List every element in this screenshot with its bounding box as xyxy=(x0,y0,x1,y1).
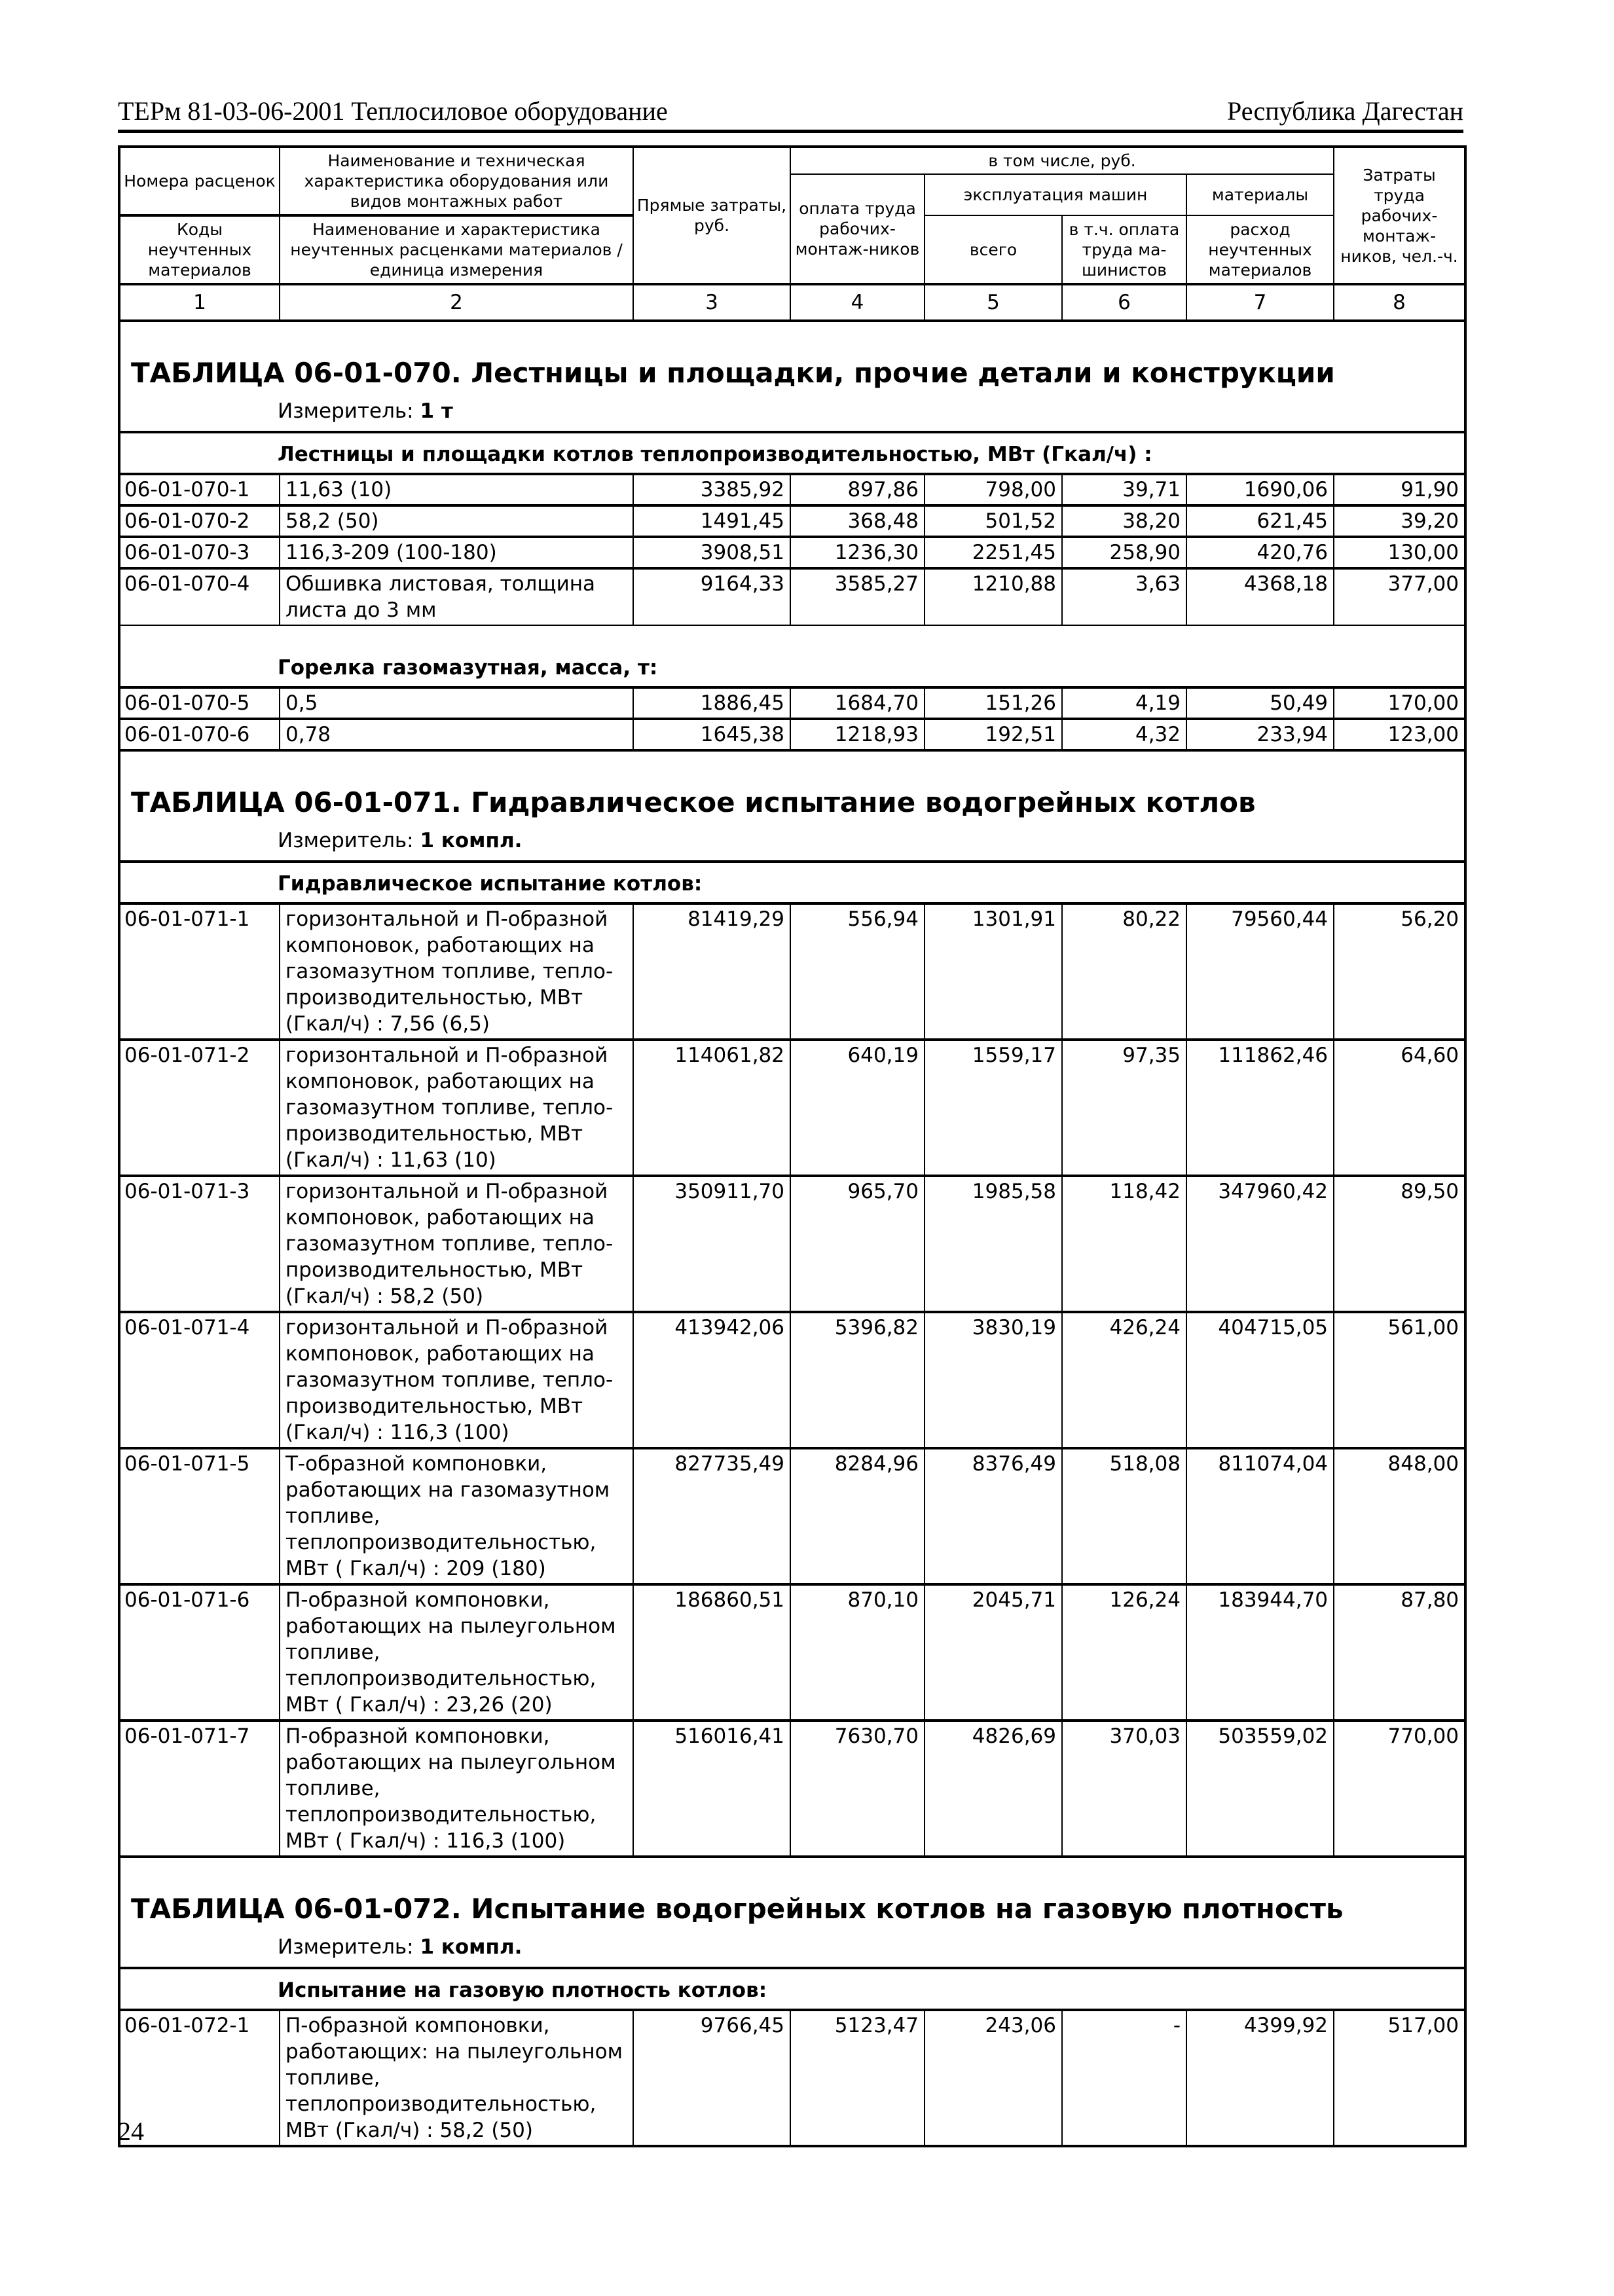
machines-total-cell: 501,52 xyxy=(925,505,1062,537)
labor-hours-cell: 377,00 xyxy=(1334,568,1465,625)
table-title-row xyxy=(119,1857,1465,1927)
labor-pay-cell: 5123,47 xyxy=(790,2010,925,2146)
direct-costs-cell: 516016,41 xyxy=(633,1721,790,1857)
materials-cell: 621,45 xyxy=(1186,505,1334,537)
machines-total-cell: 2045,71 xyxy=(925,1584,1062,1721)
col-header-operators-pay: в т.ч. оплата труда ма-шинистов xyxy=(1062,215,1186,284)
work-name-cell: П-образной компоновки, работающих на пылеугольном топливе, теплопроизводительностью, МВт ( Гкал/ч) : 116,3 (100) xyxy=(280,1721,633,1857)
direct-costs-cell: 350911,70 xyxy=(633,1176,790,1312)
group-heading: Лестницы и площадки котлов теплопроизводительностью, МВт (Гкал/ч) : xyxy=(119,432,1465,474)
measure-value: 1 компл. xyxy=(420,1935,523,1959)
measure-unit xyxy=(119,1927,1465,1968)
measure-unit xyxy=(119,821,1465,862)
work-name-cell: 116,3-209 (100-180) xyxy=(280,537,633,568)
machines-total-cell: 798,00 xyxy=(925,474,1062,505)
work-name-cell: горизонтальной и П-образной компоновок, работающих на газомазутном топливе, тепло-производительностью, МВт (Гкал/ч) : 7,56 (6,5) xyxy=(280,903,633,1040)
measure-label: Измеритель: xyxy=(278,1935,420,1959)
col-header-rate-numbers: Номера расценок xyxy=(119,147,280,215)
operators-pay-cell: 370,03 xyxy=(1062,1721,1186,1857)
work-name-cell: горизонтальной и П-образной компоновок, работающих на газомазутном топливе, тепло-производительностью, МВт (Гкал/ч) : 58,2 (50) xyxy=(280,1176,633,1312)
operators-pay-cell: 518,08 xyxy=(1062,1448,1186,1584)
labor-pay-cell: 8284,96 xyxy=(790,1448,925,1584)
group-heading: Горелка газомазутная, масса, т: xyxy=(119,625,1465,687)
col-header-labor-pay: оплата труда рабочих-монтаж-ников xyxy=(790,174,925,284)
rate-code-cell: 06-01-070-4 xyxy=(119,568,280,625)
labor-hours-cell: 170,00 xyxy=(1334,687,1465,719)
labor-hours-cell: 91,90 xyxy=(1334,474,1465,505)
direct-costs-cell: 3385,92 xyxy=(633,474,790,505)
labor-pay-cell: 870,10 xyxy=(790,1584,925,1721)
table-row xyxy=(119,505,1465,537)
machines-total-cell: 1301,91 xyxy=(925,903,1062,1040)
operators-pay-cell: 258,90 xyxy=(1062,537,1186,568)
column-numbers-row xyxy=(119,284,1465,321)
rate-code-cell: 06-01-072-1 xyxy=(119,2010,280,2146)
operators-pay-cell: 118,42 xyxy=(1062,1176,1186,1312)
table-row xyxy=(119,1448,1465,1584)
table-title: ТАБЛИЦА 06-01-070. Лестницы и площадки, прочие детали и конструкции xyxy=(119,321,1465,392)
direct-costs-cell: 114061,82 xyxy=(633,1040,790,1176)
column-number: 3 xyxy=(633,284,790,321)
operators-pay-cell: 97,35 xyxy=(1062,1040,1186,1176)
col-header-unaccounted-materials: расход неучтенных материалов xyxy=(1186,215,1334,284)
work-name-cell: П-образной компоновки, работающих на пылеугольном топливе, теплопроизводительностью, МВт ( Гкал/ч) : 23,26 (20) xyxy=(280,1584,633,1721)
operators-pay-cell: 4,19 xyxy=(1062,687,1186,719)
labor-pay-cell: 1236,30 xyxy=(790,537,925,568)
rate-code-cell: 06-01-071-4 xyxy=(119,1312,280,1448)
labor-pay-cell: 3585,27 xyxy=(790,568,925,625)
materials-cell: 503559,02 xyxy=(1186,1721,1334,1857)
table-title-row xyxy=(119,750,1465,821)
col-header-material-codes: Коды неучтенных материалов xyxy=(119,215,280,284)
labor-hours-cell: 39,20 xyxy=(1334,505,1465,537)
table-row xyxy=(119,568,1465,625)
table-row xyxy=(119,537,1465,568)
work-name-cell: Обшивка листовая, толщина листа до 3 мм xyxy=(280,568,633,625)
operators-pay-cell: 3,63 xyxy=(1062,568,1186,625)
labor-hours-cell: 848,00 xyxy=(1334,1448,1465,1584)
direct-costs-cell: 827735,49 xyxy=(633,1448,790,1584)
labor-pay-cell: 640,19 xyxy=(790,1040,925,1176)
work-name-cell: 58,2 (50) xyxy=(280,505,633,537)
machines-total-cell: 4826,69 xyxy=(925,1721,1062,1857)
labor-hours-cell: 87,80 xyxy=(1334,1584,1465,1721)
col-header-material-names: Наименование и характеристика неучтенных расценками материалов / единица измерения xyxy=(280,215,633,284)
table-row xyxy=(119,2010,1465,2146)
measure-value: 1 компл. xyxy=(420,829,523,852)
labor-hours-cell: 123,00 xyxy=(1334,719,1465,750)
direct-costs-cell: 1886,45 xyxy=(633,687,790,719)
direct-costs-cell: 9164,33 xyxy=(633,568,790,625)
labor-hours-cell: 130,00 xyxy=(1334,537,1465,568)
group-heading: Гидравлическое испытание котлов: xyxy=(119,862,1465,903)
rate-code-cell: 06-01-071-2 xyxy=(119,1040,280,1176)
column-number: 1 xyxy=(119,284,280,321)
measure-unit xyxy=(119,392,1465,432)
rate-code-cell: 06-01-070-2 xyxy=(119,505,280,537)
operators-pay-cell: 4,32 xyxy=(1062,719,1186,750)
group-heading: Испытание на газовую плотность котлов: xyxy=(119,1968,1465,2010)
materials-cell: 111862,46 xyxy=(1186,1040,1334,1176)
running-header xyxy=(118,92,1463,133)
table-title: ТАБЛИЦА 06-01-072. Испытание водогрейных котлов на газовую плотность xyxy=(119,1857,1465,1927)
work-name-cell: П-образной компоновки, работающих: на пылеугольном топливе, теплопроизводительностью, МВт (Гкал/ч) : 58,2 (50) xyxy=(280,2010,633,2146)
table-row xyxy=(119,687,1465,719)
rate-code-cell: 06-01-071-6 xyxy=(119,1584,280,1721)
work-name-cell: 0,5 xyxy=(280,687,633,719)
region-name: Республика Дагестан xyxy=(1227,96,1463,126)
measure-label: Измеритель: xyxy=(278,399,420,423)
materials-cell: 811074,04 xyxy=(1186,1448,1334,1584)
column-number: 2 xyxy=(280,284,633,321)
column-number: 5 xyxy=(925,284,1062,321)
col-header-including: в том числе, руб. xyxy=(790,147,1334,174)
machines-total-cell: 151,26 xyxy=(925,687,1062,719)
col-header-work-name: Наименование и техническая характеристика оборудования или видов монтажных работ xyxy=(280,147,633,215)
machines-total-cell: 1559,17 xyxy=(925,1040,1062,1176)
machines-total-cell: 8376,49 xyxy=(925,1448,1062,1584)
group-heading-row xyxy=(119,625,1465,687)
operators-pay-cell: 426,24 xyxy=(1062,1312,1186,1448)
measure-row xyxy=(119,392,1465,432)
document-title: ТЕРм 81-03-06-2001 Теплосиловое оборудование xyxy=(118,96,668,126)
operators-pay-cell: - xyxy=(1062,2010,1186,2146)
operators-pay-cell: 126,24 xyxy=(1062,1584,1186,1721)
machines-total-cell: 1985,58 xyxy=(925,1176,1062,1312)
labor-hours-cell: 770,00 xyxy=(1334,1721,1465,1857)
group-heading-row xyxy=(119,862,1465,903)
work-name-cell: горизонтальной и П-образной компоновок, работающих на газомазутном топливе, тепло-производительностью, МВт (Гкал/ч) : 116,3 (100) xyxy=(280,1312,633,1448)
rate-code-cell: 06-01-071-7 xyxy=(119,1721,280,1857)
header-row-1 xyxy=(119,147,1465,174)
table-row xyxy=(119,1040,1465,1176)
direct-costs-cell: 1645,38 xyxy=(633,719,790,750)
table-row xyxy=(119,474,1465,505)
labor-hours-cell: 56,20 xyxy=(1334,903,1465,1040)
direct-costs-cell: 186860,51 xyxy=(633,1584,790,1721)
col-header-machines-total: всего xyxy=(925,215,1062,284)
table-title: ТАБЛИЦА 06-01-071. Гидравлическое испытание водогрейных котлов xyxy=(119,750,1465,821)
labor-pay-cell: 1218,93 xyxy=(790,719,925,750)
materials-cell: 1690,06 xyxy=(1186,474,1334,505)
materials-cell: 347960,42 xyxy=(1186,1176,1334,1312)
labor-pay-cell: 897,86 xyxy=(790,474,925,505)
direct-costs-cell: 81419,29 xyxy=(633,903,790,1040)
measure-row xyxy=(119,1927,1465,1968)
labor-pay-cell: 1684,70 xyxy=(790,687,925,719)
rate-code-cell: 06-01-070-1 xyxy=(119,474,280,505)
labor-pay-cell: 556,94 xyxy=(790,903,925,1040)
labor-hours-cell: 561,00 xyxy=(1334,1312,1465,1448)
measure-label: Измеритель: xyxy=(278,829,420,852)
materials-cell: 79560,44 xyxy=(1186,903,1334,1040)
rate-code-cell: 06-01-071-3 xyxy=(119,1176,280,1312)
work-name-cell: Т-образной компоновки, работающих на газомазутном топливе, теплопроизводительностью, МВт ( Гкал/ч) : 209 (180) xyxy=(280,1448,633,1584)
table-title-row xyxy=(119,321,1465,392)
column-number: 8 xyxy=(1334,284,1465,321)
direct-costs-cell: 3908,51 xyxy=(633,537,790,568)
operators-pay-cell: 38,20 xyxy=(1062,505,1186,537)
direct-costs-cell: 413942,06 xyxy=(633,1312,790,1448)
direct-costs-cell: 9766,45 xyxy=(633,2010,790,2146)
work-name-cell: 0,78 xyxy=(280,719,633,750)
materials-cell: 50,49 xyxy=(1186,687,1334,719)
page-number: 24 xyxy=(118,2117,144,2146)
table-row xyxy=(119,719,1465,750)
column-number: 4 xyxy=(790,284,925,321)
work-name-cell: 11,63 (10) xyxy=(280,474,633,505)
labor-pay-cell: 5396,82 xyxy=(790,1312,925,1448)
operators-pay-cell: 80,22 xyxy=(1062,903,1186,1040)
labor-hours-cell: 517,00 xyxy=(1334,2010,1465,2146)
column-number: 7 xyxy=(1186,284,1334,321)
machines-total-cell: 243,06 xyxy=(925,2010,1062,2146)
labor-hours-cell: 89,50 xyxy=(1334,1176,1465,1312)
rate-code-cell: 06-01-070-3 xyxy=(119,537,280,568)
table-row xyxy=(119,1176,1465,1312)
labor-hours-cell: 64,60 xyxy=(1334,1040,1465,1176)
rates-table xyxy=(118,145,1467,2147)
materials-cell: 183944,70 xyxy=(1186,1584,1334,1721)
table-row xyxy=(119,1721,1465,1857)
measure-row xyxy=(119,821,1465,862)
labor-pay-cell: 368,48 xyxy=(790,505,925,537)
materials-cell: 4399,92 xyxy=(1186,2010,1334,2146)
rate-code-cell: 06-01-070-5 xyxy=(119,687,280,719)
table-row xyxy=(119,1584,1465,1721)
rate-code-cell: 06-01-071-5 xyxy=(119,1448,280,1584)
col-header-direct-costs: Прямые затраты, руб. xyxy=(633,147,790,284)
labor-pay-cell: 965,70 xyxy=(790,1176,925,1312)
group-heading-row xyxy=(119,1968,1465,2010)
machines-total-cell: 1210,88 xyxy=(925,568,1062,625)
materials-cell: 420,76 xyxy=(1186,537,1334,568)
labor-pay-cell: 7630,70 xyxy=(790,1721,925,1857)
work-name-cell: горизонтальной и П-образной компоновок, работающих на газомазутном топливе, тепло-производительностью, МВт (Гкал/ч) : 11,63 (10) xyxy=(280,1040,633,1176)
measure-value: 1 т xyxy=(420,399,453,423)
col-header-labor-hours: Затраты труда рабочих-монтаж-ников, чел.-ч. xyxy=(1334,147,1465,284)
column-number: 6 xyxy=(1062,284,1186,321)
machines-total-cell: 3830,19 xyxy=(925,1312,1062,1448)
table-row xyxy=(119,1312,1465,1448)
operators-pay-cell: 39,71 xyxy=(1062,474,1186,505)
rate-code-cell: 06-01-070-6 xyxy=(119,719,280,750)
materials-cell: 233,94 xyxy=(1186,719,1334,750)
direct-costs-cell: 1491,45 xyxy=(633,505,790,537)
col-header-materials: материалы xyxy=(1186,174,1334,215)
col-header-machines: эксплуатация машин xyxy=(925,174,1186,215)
materials-cell: 4368,18 xyxy=(1186,568,1334,625)
materials-cell: 404715,05 xyxy=(1186,1312,1334,1448)
table-row xyxy=(119,903,1465,1040)
machines-total-cell: 192,51 xyxy=(925,719,1062,750)
rate-code-cell: 06-01-071-1 xyxy=(119,903,280,1040)
machines-total-cell: 2251,45 xyxy=(925,537,1062,568)
group-heading-row xyxy=(119,432,1465,474)
